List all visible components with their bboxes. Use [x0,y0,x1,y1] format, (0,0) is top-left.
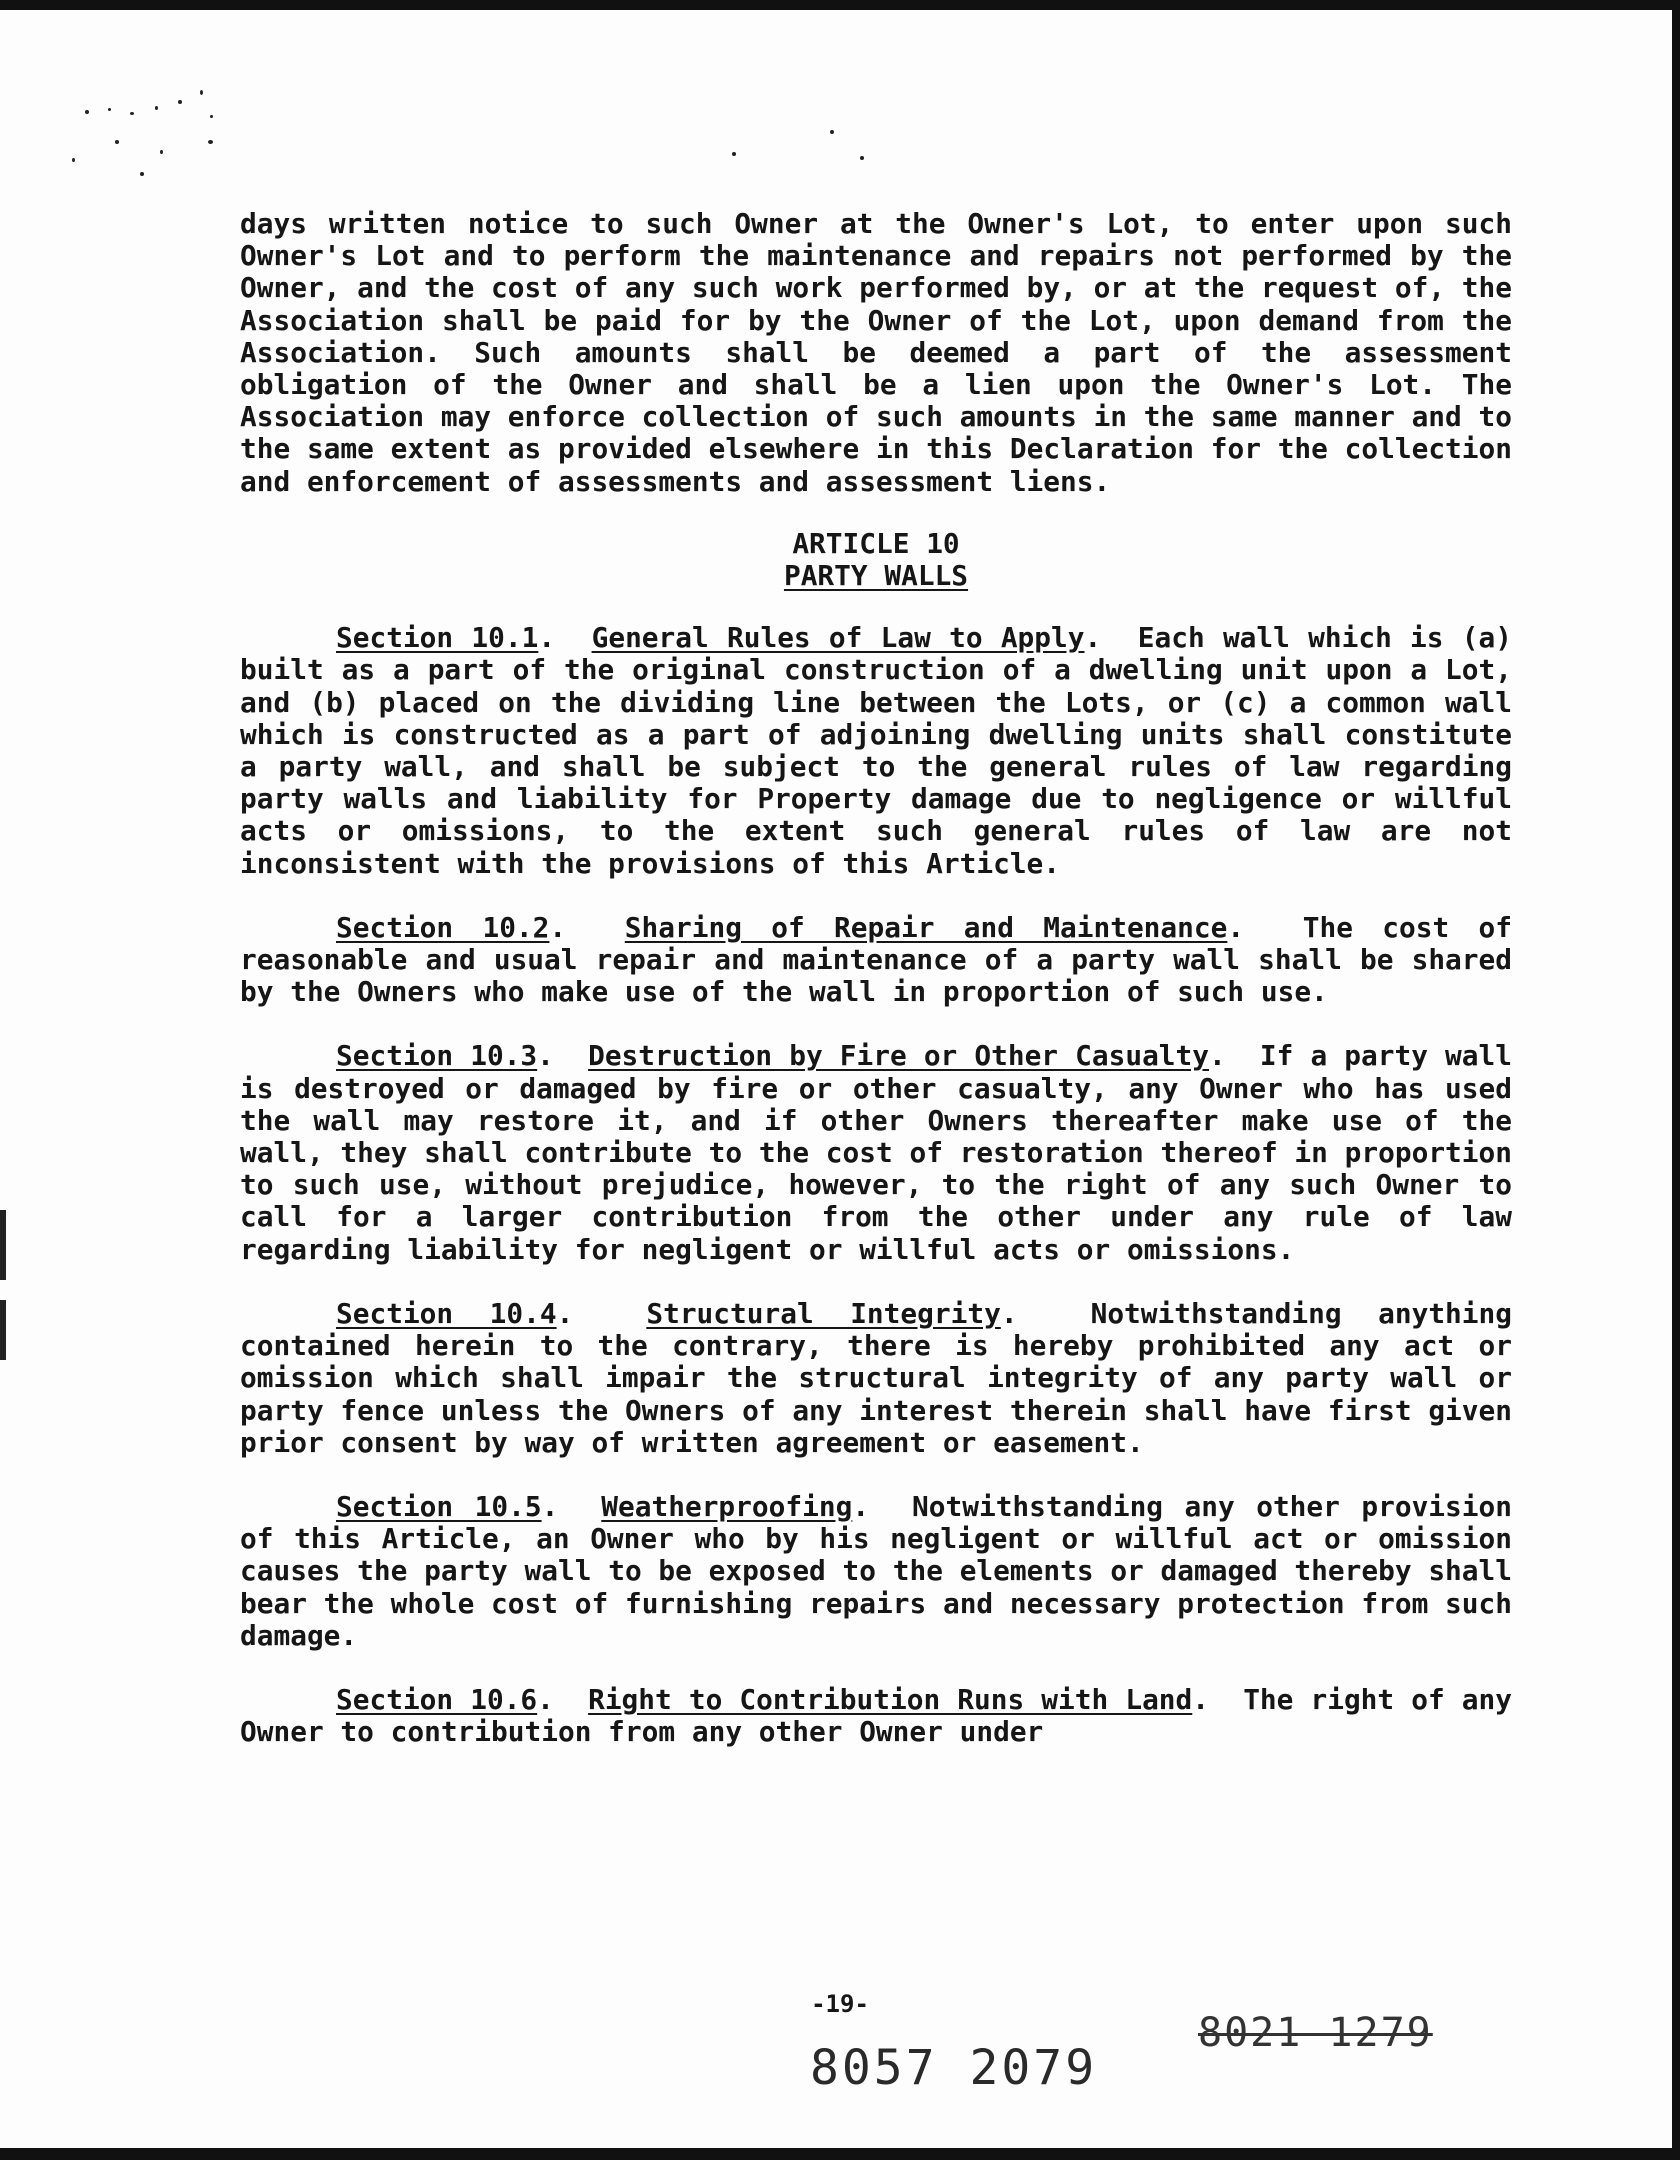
section-title: Right to Contribution Runs with Land [588,1682,1193,1716]
section-title: General Rules of Law to Apply [591,621,1085,655]
intro-paragraph: days written notice to such Owner at the Owner's Lot, to enter upon such Owner's Lot and to perform the maintenance and repairs not performed by the Owner, and the cost of any such work performed by, or at the request of, the Association shall be paid for by the Owner of the Lot, upon demand from the Association. Such amounts shall be deemed a part of the assessment obligation of the Owner and shall be a lien upon the Owner's Lot. The Association may enforce collection of such amounts in the same manner and to the same extent as provided elsewhere in this Declaration for the collection and enforcement of assessments and assessment liens. [240,207,1512,498]
document-body [240,208,1512,1780]
section-paragraph: Section 10.4. Structural Integrity. Notwithstanding anything contained herein to the contrary, there is hereby prohibited any act or omission which shall impair the structural integrity of any party wall or party fence unless the Owners of any interest therein shall have first given prior consent by way of written agreement or easement. [240,1296,1512,1459]
struck-bates-stamp: 8021 1279 [1198,2010,1433,2056]
bates-stamp: 8057 2079 [810,2040,1098,2096]
section-paragraph: Section 10.2. Sharing of Repair and Maintenance. The cost of reasonable and usual repair and maintenance of a party wall shall be shared by the Owners who make use of the wall in proportion of such use. [240,910,1512,1009]
article-heading [240,528,1512,592]
section-title: Weatherproofing [601,1489,853,1523]
section-label: Section 10.2 [336,910,550,944]
section-paragraph: Section 10.6. Right to Contribution Runs with Land. The right of any Owner to contribution from any other Owner under [240,1682,1512,1749]
section-paragraph: Section 10.3. Destruction by Fire or Other Casualty. If a party wall is destroyed or damaged by fire or other casualty, any Owner who has used the wall may restore it, and if other Owners thereafter make use of the wall, they shall contribute to the cost of restoration thereof in proportion to such use, without prejudice, however, to the right of any such Owner to call for a larger contribution from the other under any rule of law regarding liability for negligent or willful acts or omissions. [240,1039,1512,1266]
scan-edge-mark [0,1300,6,1360]
section-text: If a party wall is destroyed or damaged by fire or other casualty, any Owner who has used the wall may restore it, and if other Owners thereafter make use of the wall, they shall contribute to the cost of restoration thereof in proportion to such use, without prejudice, however, to the right of any such Owner to call for a larger contribution from the other under any rule of law regarding liability for negligent or willful acts or omissions. [240,1039,1512,1266]
section-label: Section 10.4 [336,1296,557,1330]
section-text: The right of any Owner to contribution from any other Owner under [240,1682,1512,1749]
page-number: -19- [811,1990,869,2018]
section-label: Section 10.6 [336,1682,538,1716]
section-label: Section 10.3 [336,1039,538,1073]
section-title: Structural Integrity [646,1296,1001,1330]
section-text: Notwithstanding any other provision of this Article, an Owner who by his negligent or willful act or omission causes the party wall to be exposed to the elements or damaged thereby shall bear the whole cost of furnishing repairs and necessary protection from such damage. [240,1489,1512,1652]
section-title: Destruction by Fire or Other Casualty [588,1039,1210,1073]
article-title: PARTY WALLS [783,559,969,593]
section-paragraph: Section 10.1. General Rules of Law to Apply. Each wall which is (a) built as a part of the original construction of a dwelling unit upon a Lot, and (b) placed on the dividing line between the Lots, or (c) a common wall which is constructed as a part of adjoining dwelling units shall constitute a party wall, and shall be subject to the general rules of law regarding party walls and liability for Property damage due to negligence or willful acts or omissions, to the extent such general rules of law are not inconsistent with the provisions of this Article. [240,621,1512,880]
section-label: Section 10.5 [336,1489,542,1523]
article-number: ARTICLE 10 [792,526,960,560]
section-text: Each wall which is (a) built as a part of the original construction of a dwelling unit upon a Lot, and (b) placed on the dividing line between the Lots, or (c) a common wall which is constructed as a part of adjoining dwelling units shall constitute a party wall, and shall be subject to the general rules of law regarding party walls and liability for Property damage due to negligence or willful acts or omissions, to the extent such general rules of law are not inconsistent with the provisions of this Article. [240,621,1512,880]
section-text: Notwithstanding anything contained herein to the contrary, there is hereby prohibited any act or omission which shall impair the structural integrity of any party wall or party fence unless the Owners of any interest therein shall have first given prior consent by way of written agreement or easement. [240,1296,1512,1459]
section-label: Section 10.1 [336,621,539,655]
scan-noise [60,70,260,200]
section-text: The cost of reasonable and usual repair and maintenance of a party wall shall be shared by the Owners who make use of the wall in proportion of such use. [240,910,1512,1009]
scan-edge-mark [0,1210,6,1280]
section-title: Sharing of Repair and Maintenance [624,910,1228,944]
section-paragraph: Section 10.5. Weatherproofing. Notwithstanding any other provision of this Article, an Owner who by his negligent or willful act or omission causes the party wall to be exposed to the elements or damaged thereby shall bear the whole cost of furnishing repairs and necessary protection from such damage. [240,1489,1512,1652]
